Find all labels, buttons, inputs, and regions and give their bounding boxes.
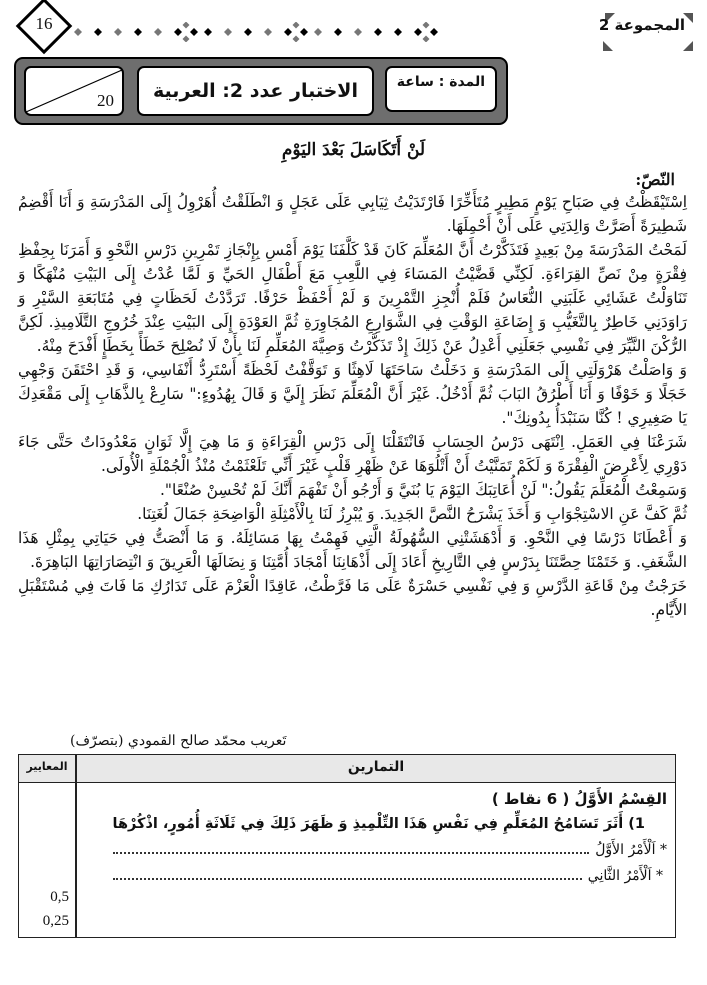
- paragraph: وَ وَاصَلْتُ هَرْوَلَتِي إِلَى المَدْرَسَةِ وَ دَخَلْتُ سَاحَتَهَا لَاهِثًا وَ تَوَقَّفْتُ لَحْظَةً أَسْتَرِدُّ أَنْفَاسِي، وَ قَدِ احْتَقَنَ وَجْهِي خَجَلًا وَ خَوْفًا وَ أَنَا أَطْرُقُ البَابَ ثُمَّ أَدْخُلُ. غَيْرَ أَنَّ الْمُعَلِّمَ نَظَرَ إِلَيَّ وَ قَالَ بِهُدُوءٍ:" سَارِعْ بِالذَّهَابِ إِلَى مَقْعَدِكَ يَا صَغِيرِي ! كُنَّا سَنَبْدَأُ بِدُونِكَ".: [18, 361, 687, 427]
- diamond-ornament-icon: [374, 28, 382, 36]
- diamond-ornament-icon: [154, 28, 162, 36]
- diamond-ornament-icon: [394, 28, 402, 36]
- paragraph: وَ أَعْطَانَا دَرْسًا فِي النَّحْوِ. وَ أَدْهَشَتْنِي السُّهُولَةُ الَّتِي فَهِمْتُ بِهَا مَسَائِلَهُ. وَ مَا أَنْصَتُّ فِي حَيَاتِي بِمِثْلِ هَذَا الشَّغَفِ. وَ خَتَمْنَا حِصَّتَنَا بِدَرْسٍ فِي التَّارِيخِ أَعَادَ إِلَى أَذْهَانِنَا أَمْجَادَ أُمَّتِنَا وَ نِضَالَهَا الْعَرِيقَ وَ انْتِصَارَاتِهَا البَاهِرَةَ.: [18, 529, 687, 571]
- paragraph: ثُمَّ كَفَّ عَنِ الاسْتِجْوَابِ وَ أَخَذَ يَشْرَحُ النَّصَّ الجَدِيدَ. وَ يُبْرِزُ لَنَا بِالْأَمْثِلَةِ الْوَاضِحَةِ جَمَالَ لُغَتِنَا.: [137, 505, 687, 523]
- answer-blank[interactable]: [113, 851, 589, 854]
- paragraph: شَرَعْنَا فِي العَمَلِ. اِنْتَهَى دَرْسُ الحِسَابِ فَانْتَقَلْنَا إِلَى دَرْسِ الْقِرَاءَةِ وَ مَا هِيَ إِلَّا ثَوَانٍ مَعْدُودَاتٌ حَتَّى جَاءَ دَوْرِي لِأَعْرِضَ الْفِقْرَةَ وَ لَكَمْ تَمَنَّيْتُ أَنْ أَتْلُوَهَا عَنْ ظَهْرِ قَلْبٍ غَيْرَ أَنِّي تَلَعْثَمْتُ مُنْذُ الْجُمْلَةِ الْأُولَى.: [18, 433, 687, 475]
- diamond-ornament-icon: [264, 28, 272, 36]
- mark-value: 0,5: [50, 889, 69, 905]
- diamond-ornament-icon: [430, 28, 438, 36]
- diamond-ornament-icon: [224, 28, 232, 36]
- answer-blank[interactable]: [113, 877, 582, 880]
- score-box: [24, 66, 124, 116]
- table-header: [19, 755, 675, 783]
- passage: [18, 190, 687, 622]
- diamond-ornament-icon: [94, 28, 102, 36]
- diamond-ornament-icon: [354, 28, 362, 36]
- diamond-ornament-icon: [74, 28, 82, 36]
- diamond-ornament-icon: [293, 36, 300, 43]
- mark-value: 0,25: [42, 913, 69, 929]
- diamond-ornament-icon: [423, 22, 430, 29]
- answer-line-1[interactable]: [83, 837, 667, 863]
- author-credit: تَعريب محمّد صالح القمودي (بتصرّف): [70, 733, 287, 749]
- question-1: 1) أَثَرَ تَسَامُحُ المُعَلِّمِ فِي نَفْسِ هَذَا التِّلْمِيذِ وَ ظَهَرَ ذَلِكَ فِي ثَلَاثَةِ أُمُورٍ، اذْكُرْهَا: [112, 816, 645, 832]
- corner-ornament-icon: [683, 36, 693, 55]
- diamond-ornament-icon: [284, 28, 292, 36]
- diamond-ornament-icon: [414, 28, 422, 36]
- diamond-ornament-icon: [134, 28, 142, 36]
- corner-ornament-icon: [605, 8, 613, 16]
- group-label: المجموعة 2: [598, 16, 685, 34]
- diamond-ornament-icon: [183, 36, 190, 43]
- exercise-body: [83, 787, 667, 889]
- diamond-ornament-icon: [300, 28, 308, 36]
- answer-label: * اَلْأَمْرُ الأَوَّلُ: [595, 842, 667, 858]
- paragraph: اِسْتَيْقَظْتُ فِي صَبَاحِ يَوْمٍ مَطِيرٍ مُتَأَخِّرًا فَارْتَدَيْتُ ثِيَابِي عَلَى عَجَلٍ وَ انْطَلَقْتُ أُهَرْوِلُ إِلَى المَدْرَسَةِ وَ أَنَا أَقْضِمُ شَطِيرَةً أَصَرَّتْ وَالِدَتِي عَلَى أَنْ أَحْمِلَهَا.: [18, 193, 687, 235]
- paragraph: وَسَمِعْتُ الْمُعَلِّمَ يَقُولُ:" لَنْ أُعَاتِبَكَ اليَوْمَ يَا بُنَيَّ وَ أَرْجُو أَنْ تَفْهَمَ أَنَّكَ لَمْ تُحْسِنْ صُنْعًا".: [159, 481, 687, 499]
- exam-duration: المدة : ساعة: [385, 66, 497, 112]
- page-number: 16: [35, 14, 53, 33]
- corner-ornament-icon: [603, 36, 613, 55]
- exercise-table: [18, 754, 676, 938]
- column-divider: [75, 755, 77, 937]
- diamond-ornament-icon: [423, 36, 430, 43]
- paragraph: خَرَجْتُ مِنْ قَاعَةِ الدَّرْسِ وَ فِي نَفْسِي حَسْرَةٌ عَلَى مَا فَرَّطْتُ، عَاقِدًا الْعَزْمَ عَلَى تَدَارُكِ مَا فَاتَ فِي مُسْتَقْبَلِ الأَيَّامِ.: [18, 577, 687, 619]
- diamond-ornament-icon: [183, 22, 190, 29]
- text-heading: النّصّ:: [635, 170, 675, 189]
- diamond-ornament-icon: [204, 28, 212, 36]
- header-exercises: التمارين: [347, 759, 405, 775]
- score-total: 20: [97, 91, 114, 110]
- answer-label: * اَلْأَمْرُ الثَّانِي: [587, 868, 663, 884]
- diamond-ornament-icon: [334, 28, 342, 36]
- diamond-ornament-icon: [314, 28, 322, 36]
- header-criteria: المعايير: [26, 760, 68, 773]
- diamond-ornament-icon: [293, 22, 300, 29]
- diamond-ornament-icon: [190, 28, 198, 36]
- paragraph: لَمَحْتُ المَدْرَسَةَ مِنْ بَعِيدٍ فَتَذَكَّرْتُ أَنَّ المُعَلِّمَ كَانَ قَدْ كَلَّفَنَا يَوْمَ أَمْسِ بِإِنْجَازِ تَمْرِينِ دَرْسِ النَّحْوِ وَ أَمَرَنَا بِحِفْظِ فِقْرَةٍ مِنْ نَصِّ القِرَاءَةِ. لَكِنِّي قَضَّيْتُ المَسَاءَ فِي اللَّعِبِ مَعَ أَطْفَالِ الحَيِّ وَ لَمَّا عُدْتُ إِلَى البَيْتِ مُنْهَكًا وَ تَنَاوَلْتُ عَشَائِي غَلَبَنِي النُّعَاسُ فَلَمْ أُنْجِزِ التَّمْرِينَ وَ لَمْ أَحْفَظْ حَرْفًا. تَرَدَّدْتُ لَحَظَاتٍ فِي مُتَابَعَةِ السَّيْرِ وَ رَاوَدَنِي خَاطِرٌ بِالتَّغَيُّبِ وَ إِضَاعَةِ الوَقْتِ فِي الشَّوَارِعِ المُجَاوِرَةِ ثُمَّ العَوْدَةِ إِلَى البَيْتِ عِنْدَ خُرُوجِ التَّلَامِيذِ. لَكِنَّ الرُّكْنَ النَّيِّرَ فِي نَفْسِي جَعَلَنِي أَعْدِلُ عَنْ ذَلِكَ إِذْ تَذَكَّرْتُ وَصِيَّةَ المُعَلِّمِ لَنَا بِأَنْ لَا نُصْلِحَ خَطَأً بِخَطَإٍ أَفْدَحَ مِنْهُ.: [18, 241, 687, 355]
- diamond-ornament-icon: [244, 28, 252, 36]
- exam-title: الاختبار عدد 2: العربية: [137, 66, 374, 116]
- answer-line-2[interactable]: [83, 863, 667, 889]
- diamond-ornament-row: [72, 22, 512, 42]
- section-title: القِسْمُ الأَوَّلُ ( 6 نقاط ): [491, 790, 667, 808]
- diamond-ornament-icon: [174, 28, 182, 36]
- story-title: لَنْ أَتَكَاسَلَ بَعْدَ اليَوْمِ: [281, 140, 426, 160]
- diamond-ornament-icon: [114, 28, 122, 36]
